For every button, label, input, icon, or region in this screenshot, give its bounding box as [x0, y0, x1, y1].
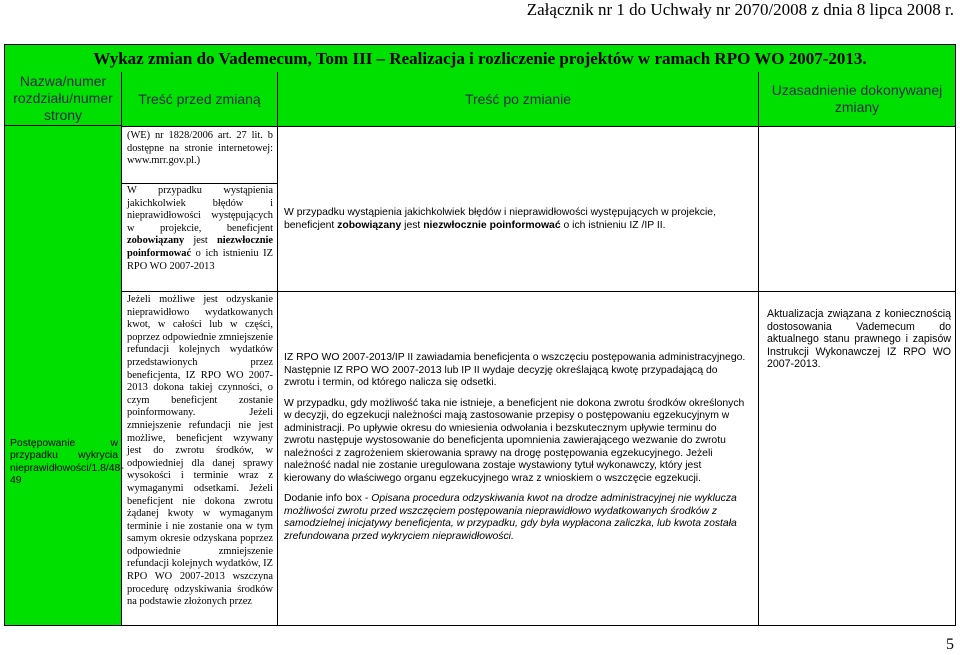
justification-cell: Aktualizacja związana z koniecznością dostosowania Vademecum do aktualnego stanu prawnego i zapisów Instrukcji Wykonawczej IZ RPO WO 2007-2013. [767, 308, 951, 371]
changes-table [4, 44, 956, 626]
before-cell-3: Jeżeli możliwe jest odzyskanie nieprawidłowo wydatkowanych kwot, w całości lub w części, poprzez odpowiednie zmniejszenie refundacji kolejnych wydatków przedstawionych przez beneficjenta, IZ RPO WO 2007-2013 dokona takiej czynności, o czym beneficjent zostanie poinformowany. Jeżeli zmniejszenie refundacji nie jest możliwe, beneficjent wzywany jest do zwrotu środków, w odpowiedniej dla danej sprawy wysokości i terminie wraz z wymaganymi odsetkami. Jeżeli beneficjent nie dokona zwrotu żądanej kwoty w wymaganym terminie i nie zostanie ona w tym samym okresie odzyskana poprzez odpowiednie zmniejszenie refundacji kolejnych wydatków, IZ RPO WO 2007-2013 wszczyna procedurę odzyskiwania środków na podstawie złożonych przez [127, 294, 273, 608]
column-header-after: Treść po zmianie [278, 72, 758, 127]
column-header-justification: Uzasadnienie dokonywanej zmiany [759, 72, 955, 127]
row-divider [122, 183, 277, 184]
column-justification [759, 72, 955, 625]
column-header-before: Treść przed zmianą [122, 72, 277, 127]
row-divider [278, 291, 758, 292]
page-number: 5 [946, 636, 954, 653]
row-divider [759, 291, 955, 292]
before-cell-2: W przypadku wystąpienia jakichkolwiek błędów i nieprawidłowości występujących w projekcie, beneficjent zobowiązany jest niezwłocznie poinformować o ich istnieniu IZ RPO WO 2007-2013 [127, 185, 273, 272]
after-paragraph-2: W przypadku, gdy możliwość taka nie istnieje, a beneficjent nie dokona zwrotu środków określonych w decyzji, do egzekucji należności mają zastosowanie przepisy o postępowaniu egzekucyjnym w administracji. Po upływie okresu do wniesienia odwołania i bezskutecznym upływie terminu do zwrotu następuje wystosowanie do beneficjenta upomnienia zawierającego wezwanie do zwrotu należności z zagrożeniem skierowania sprawy na drogę postępowania egzekucyjnego. Jeżeli należność nadal nie zostanie uregulowana zostaje wystawiony tytuł wykonawczy, który jest kierowany do właściwego organu egzekucyjnego wraz z wnioskiem o wszczęcie egzekucji. [284, 397, 745, 484]
column-after [278, 72, 759, 625]
after-paragraph-1: IZ RPO WO 2007-2013/IP II zawiadamia beneficjenta o wszczęciu postępowania administracyjnego. Następnie IZ RPO WO 2007-2013 lub IP II wydaje decyzję określającą kwotę przypadającą do zwrotu i termin, od którego nalicza się odsetki. [284, 352, 746, 388]
row-divider [122, 291, 277, 292]
table-title: Wykaz zmian do Vademecum, Tom III – Realizacja i rozliczenie projektów w ramach RPO WO 2007-2013. [5, 45, 955, 72]
column-before [122, 72, 278, 625]
chapter-cell: Postępowanie w przypadku wykrycia nieprawidłowości/1.8/48-49 [10, 438, 124, 487]
document-header-note: Załącznik nr 1 do Uchwały nr 2070/2008 z dnia 8 lipca 2008 r. [526, 0, 954, 19]
column-chapter [5, 72, 122, 625]
column-header-chapter: Nazwa/numer rozdziału/numer strony [5, 72, 121, 126]
after-cell-1: W przypadku wystąpienia jakichkolwiek błędów i nieprawidłowości występujących w projekcie, beneficjent zobowiązany jest niezwłocznie poinformować o ich istnieniu IZ /IP II. [284, 207, 716, 231]
before-cell-1: (WE) nr 1828/2006 art. 27 lit. b dostępne na stronie internetowej: www.mrr.gov.pl.) [127, 130, 273, 167]
after-cell-2 [278, 352, 758, 543]
after-paragraph-3: Dodanie info box - Opisana procedura odzyskiwania kwot na drodze administracyjnej nie wyklucza możliwości zwrotu przed wszczęciem postępowania nieprawidłowo wydatkowanych środków z samodzielnej inicjatywy beneficjenta, w przypadku, gdy była wypłacona zaliczka, lub kwota została zrefundowana przed wykryciem nieprawidłowości. [284, 493, 737, 542]
